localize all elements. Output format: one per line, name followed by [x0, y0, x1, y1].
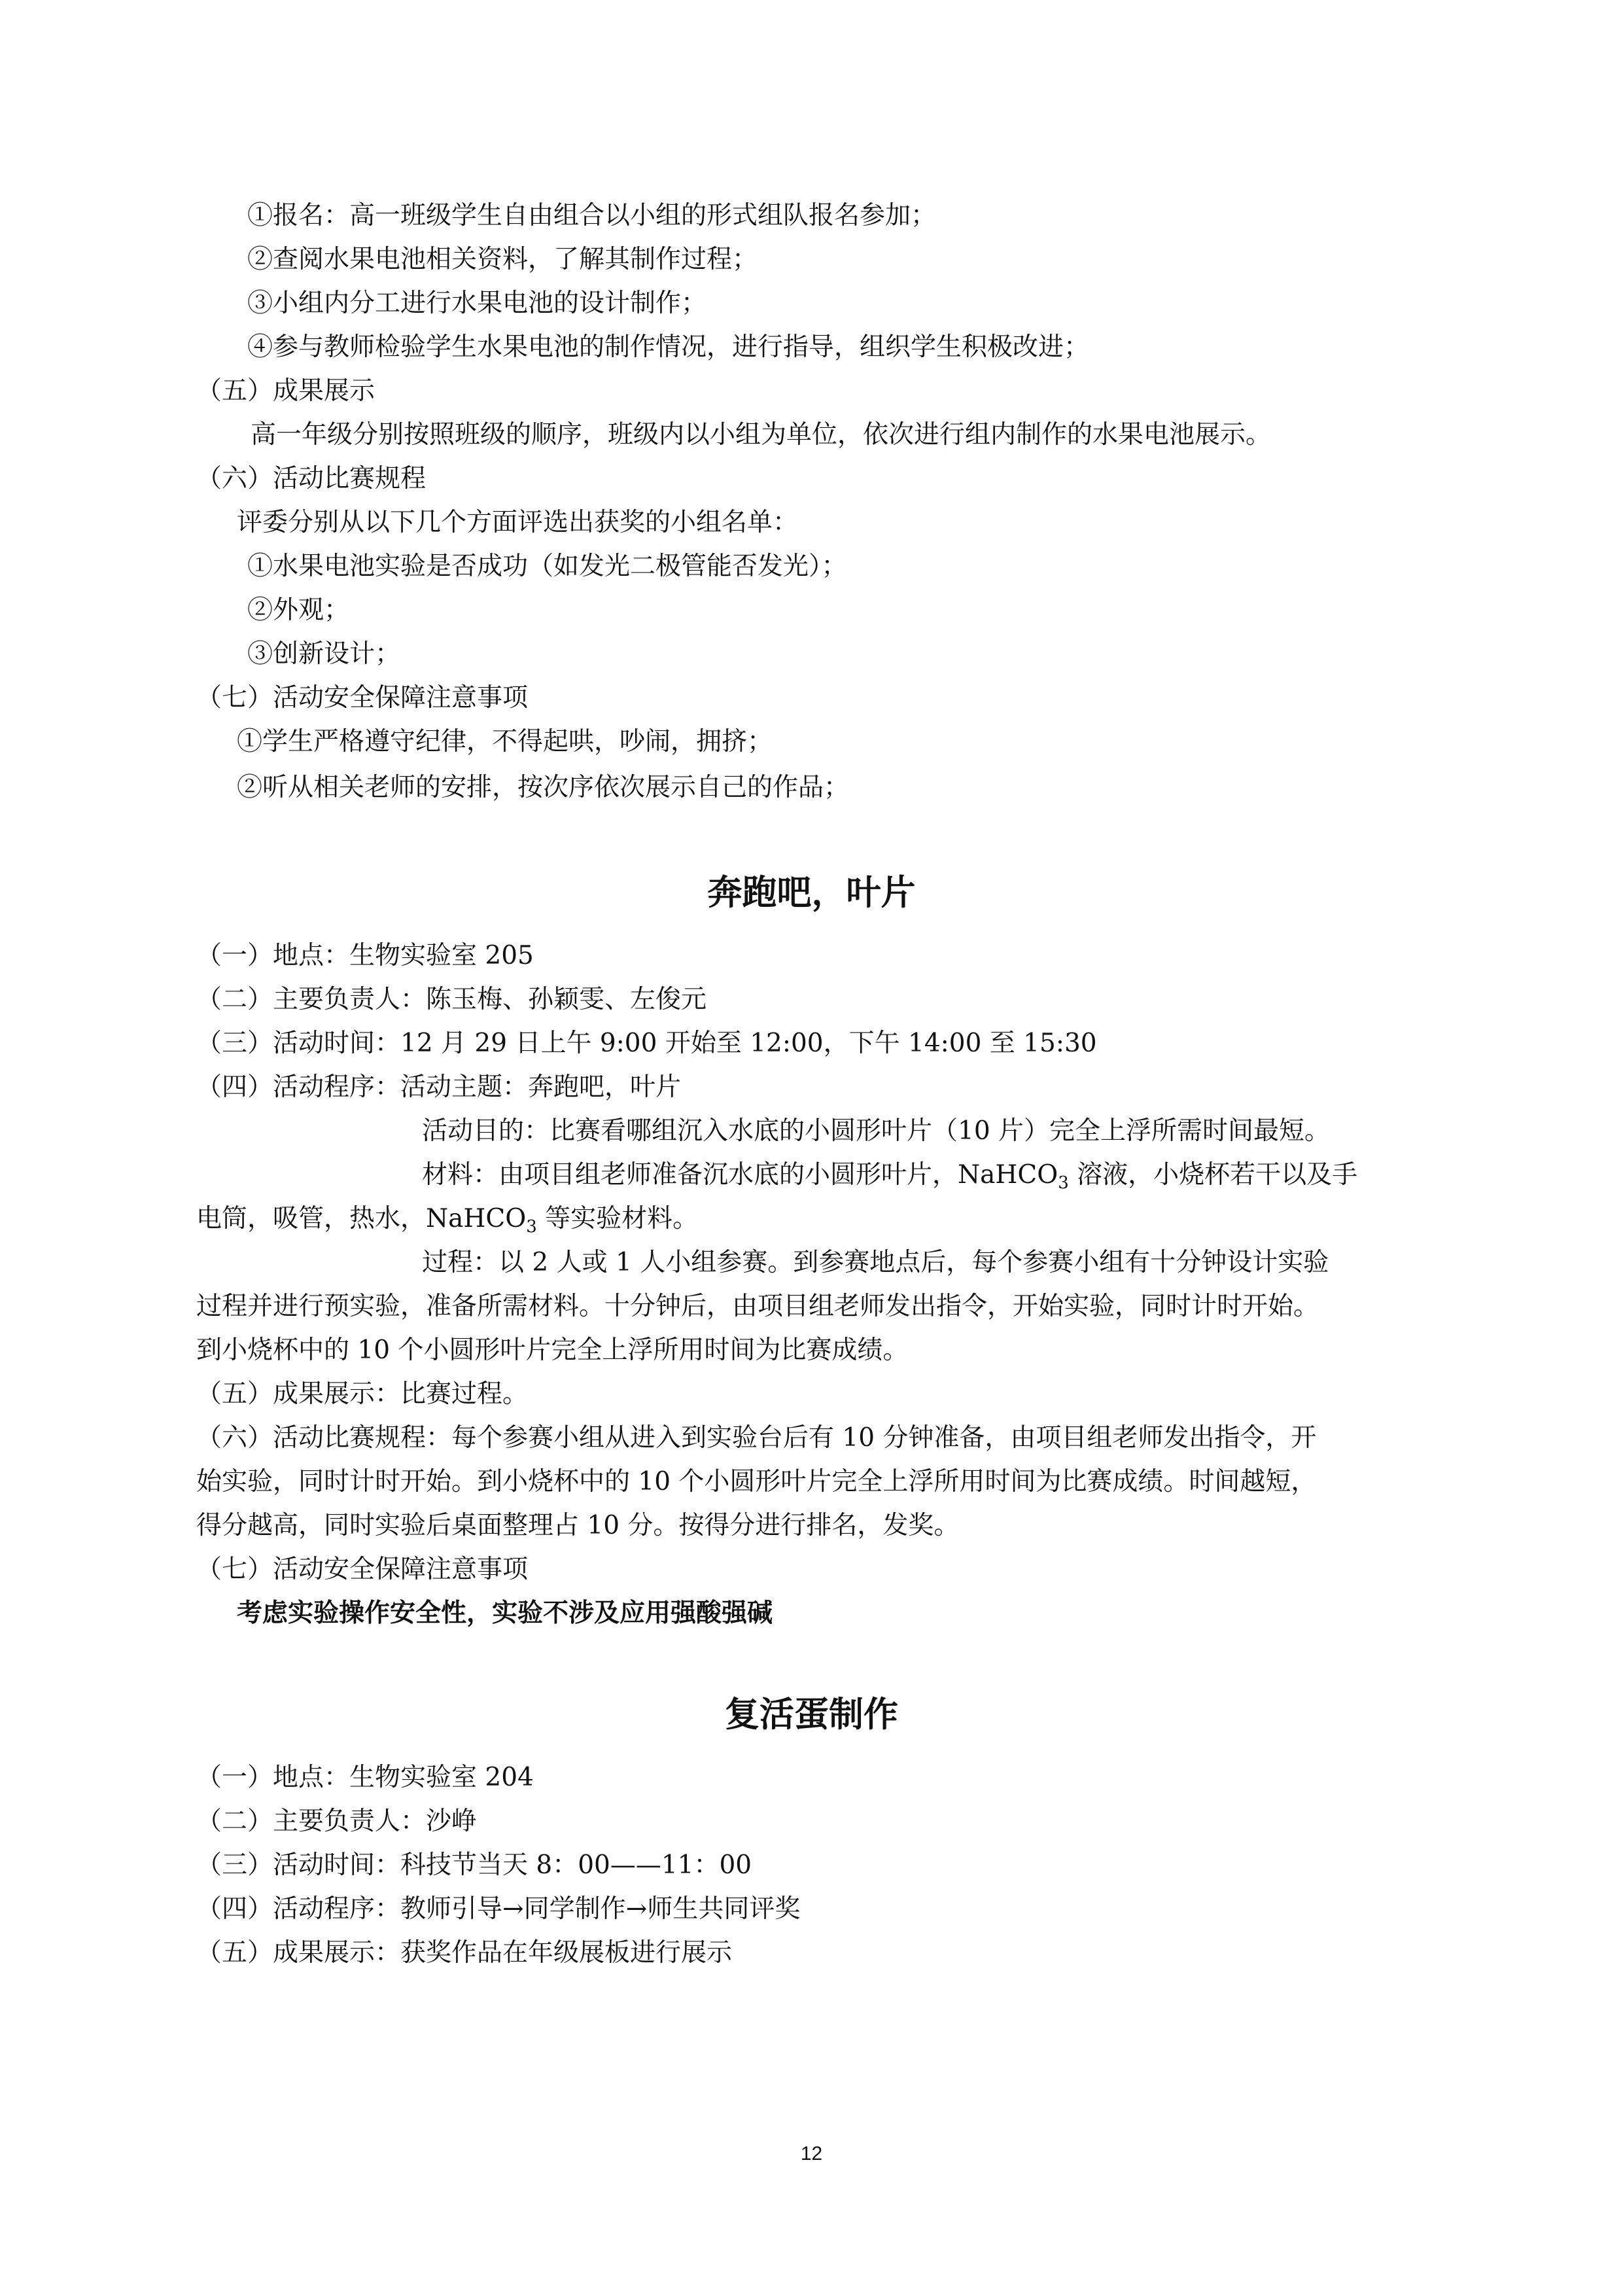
leaf-process-line-2: 过程并进行预实验，准备所需材料。十分钟后，由项目组老师发出指令，开始实验，同时计时开始。 [196, 1292, 1319, 1321]
leaf-materials-subscript: 3 [1058, 1173, 1069, 1193]
page-number: 12 [800, 2143, 823, 2164]
egg-location: （一）地点：生物实验室 204 [196, 1763, 534, 1792]
leaf-materials-line-1 [422, 1159, 1357, 1199]
heading-safety: （七）活动安全保障注意事项 [196, 683, 529, 713]
rule-item-success: ①水果电池实验是否成功（如发光二极管能否发光）； [247, 552, 847, 581]
safety-item-follow: ②听从相关老师的安排，按次序依次展示自己的作品； [237, 773, 850, 802]
leaf-location: （一）地点：生物实验室 205 [196, 941, 534, 970]
heading-competition-rules: （六）活动比赛规程 [196, 464, 427, 493]
leaf-purpose: 活动目的：比赛看哪组沉入水底的小圆形叶片（10 片）完全上浮所需时间最短。 [422, 1116, 1331, 1146]
leaf-materials-line-2 [196, 1203, 698, 1243]
egg-procedure: （四）活动程序：教师引导→同学制作→师生共同评奖 [196, 1894, 801, 1924]
leaf-safety-text: 考虑实验操作安全性，实验不涉及应用强酸强碱 [237, 1598, 773, 1628]
leaf-rules-line-3: 得分越高，同时实验后桌面整理占 10 分。按得分进行排名，发奖。 [196, 1511, 960, 1540]
rules-intro: 评委分别从以下几个方面评选出获奖的小组名单： [237, 508, 799, 537]
leaf-rules-line-2: 始实验，同时计时开始。到小烧杯中的 10 个小圆形叶片完全上浮所用时间为比赛成绩。时间越短， [196, 1467, 1317, 1496]
results-display-text: 高一年级分别按照班级的顺序，班级内以小组为单位，依次进行组内制作的水果电池展示。 [251, 420, 1272, 450]
leaf-rules-line-1: （六）活动比赛规程：每个参赛小组从进入到实验台后有 10 分钟准备，由项目组老师发出指令，开 [196, 1423, 1317, 1453]
leaf-materials-subscript-2: 3 [526, 1217, 537, 1237]
section-title-egg: 复活蛋制作 [725, 1695, 898, 1735]
egg-time: （三）活动时间：科技节当天 8：00——11：00 [196, 1850, 752, 1880]
leaf-display: （五）成果展示：比赛过程。 [196, 1379, 529, 1409]
safety-item-discipline: ①学生严格遵守纪律，不得起哄，吵闹，拥挤； [237, 727, 773, 756]
leaf-procedure-theme: （四）活动程序：活动主题：奔跑吧，叶片 [196, 1072, 682, 1102]
leaf-materials-text-2: 电筒，吸管，热水，NaHCO [196, 1204, 527, 1233]
leaf-time: （三）活动时间：12 月 29 日上午 9:00 开始至 12:00，下午 14:00 至 15:30 [196, 1029, 1097, 1058]
leaf-process-line-3: 到小烧杯中的 10 个小圆形叶片完全上浮所用时间为比赛成绩。 [196, 1335, 909, 1365]
section-title-leaf: 奔跑吧，叶片 [707, 873, 916, 913]
leaf-materials-text-2-end: 等实验材料。 [536, 1204, 699, 1233]
leaf-process-line-1: 过程：以 2 人或 1 人小组参赛。到参赛地点后，每个参赛小组有十分钟设计实验 [422, 1248, 1329, 1277]
egg-leader: （二）主要负责人：沙峥 [196, 1807, 478, 1836]
step-design: ③小组内分工进行水果电池的设计制作； [247, 289, 707, 318]
leaf-leaders: （二）主要负责人：陈玉梅、孙颖雯、左俊元 [196, 985, 707, 1014]
step-signup: ①报名：高一班级学生自由组合以小组的形式组队报名参加； [247, 201, 937, 230]
rule-item-appearance: ②外观； [247, 595, 350, 625]
egg-display: （五）成果展示：获奖作品在年级展板进行展示 [196, 1938, 733, 1968]
step-guidance: ④参与教师检验学生水果电池的制作情况，进行指导，组织学生积极改进； [247, 332, 1090, 362]
leaf-materials-text-end: 溶液，小烧杯若干以及手 [1068, 1160, 1358, 1190]
heading-results-display: （五）成果展示 [196, 376, 375, 406]
rule-item-innovation: ③创新设计； [247, 639, 401, 669]
leaf-safety-heading: （七）活动安全保障注意事项 [196, 1555, 529, 1584]
step-research: ②查阅水果电池相关资料，了解其制作过程； [247, 245, 758, 274]
leaf-materials-text: 材料：由项目组老师准备沉水底的小圆形叶片，NaHCO [422, 1160, 1058, 1190]
